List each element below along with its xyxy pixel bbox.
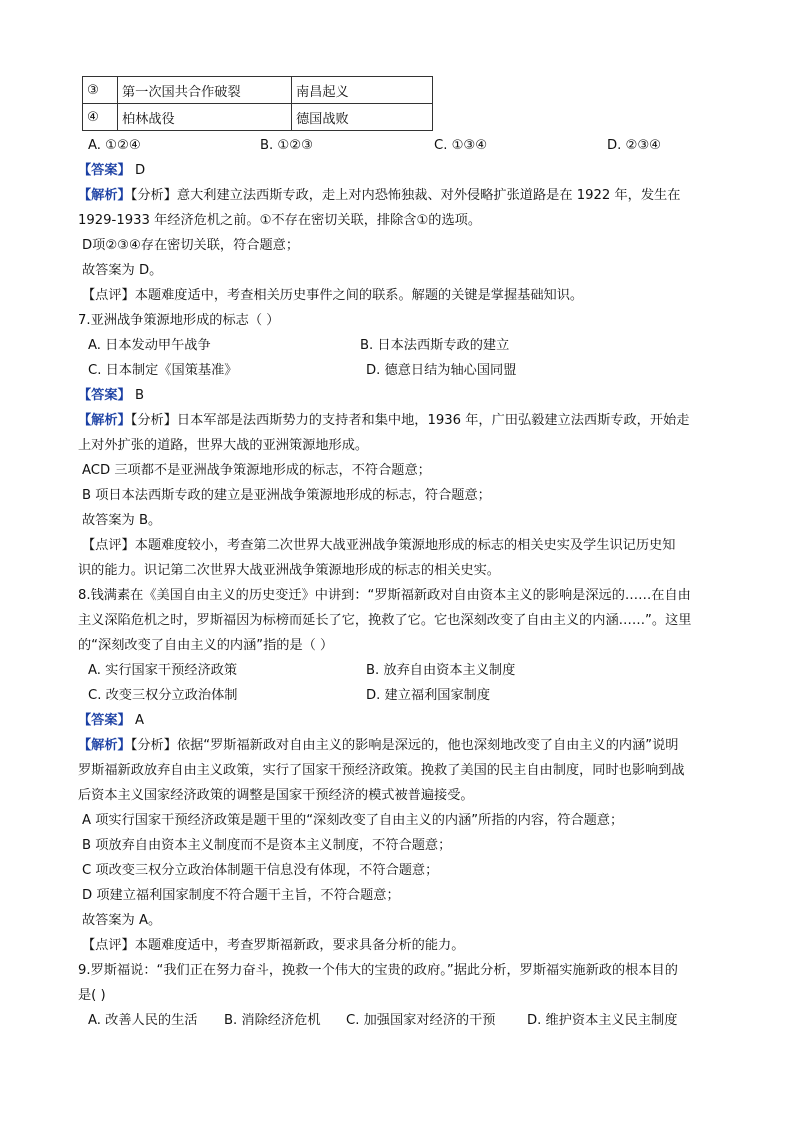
q7-analysis-line: 上对外扩张的道路，世界大战的亚洲策源地形成。 (78, 438, 369, 453)
q8-stem-line: 的“深刻改变了自由主义的内涵”指的是（ ） (78, 638, 334, 653)
q6-option-a: A. ①②④ (88, 138, 141, 153)
q8-option-c: C. 改变三权分立政治体制 (88, 688, 238, 703)
q8-analysis-line: D 项建立福利国家制度不符合题干主旨，不符合题意； (82, 888, 400, 903)
q8-analysis-line: 罗斯福新政放弃自由主义政策，实行了国家干预经济政策。挽救了美国的民主自由制度，同时也影响到战 (78, 763, 685, 778)
q8-analysis-line: 后资本主义国家经济政策的调整是国家干预经济的模式被普遍接受。 (78, 788, 474, 803)
q8-option-b: B. 放弃自由资本主义制度 (366, 663, 516, 678)
analysis-tag: 【解析】 (78, 413, 131, 428)
q7-analysis-line: B 项日本法西斯专政的建立是亚洲战争策源地形成的标志，符合题意； (82, 488, 491, 503)
q8-analysis-line: 【解析】【分析】依据“罗斯福新政对自由主义的影响是深远的，他也深刻地改变了自由主义的内涵”说明 (78, 738, 679, 753)
q6-analysis-line: D项②③④存在密切关联，符合题意； (82, 238, 300, 253)
q8-analysis-line: B 项放弃自由资本主义制度而不是资本主义制度，不符合题意； (82, 838, 452, 853)
q7-comment-line: 【点评】本题难度较小，考查第二次世界大战亚洲战争策源地形成的标志的相关史实及学生识记历史知 (82, 538, 676, 553)
q6-option-d: D. ②③④ (607, 138, 662, 153)
q7-answer (78, 387, 144, 405)
q7-analysis-line: 【解析】【分析】日本军部是法西斯势力的支持者和集中地，1936 年，广田弘毅建立法西斯专政，开始走 (78, 413, 690, 428)
q6-analysis-line: 【解析】【分析】意大利建立法西斯专政，走上对内恐怖独裁、对外侵略扩张道路是在 1922 年，发生在 (78, 188, 681, 203)
q6-option-c: C. ①③④ (434, 138, 488, 153)
q6-option-b: B. ①②③ (260, 138, 313, 153)
q7-option-b: B. 日本法西斯专政的建立 (360, 338, 510, 353)
q8-analysis-line: A 项实行国家干预经济政策是题干里的“深刻改变了自由主义的内涵”所指的内容，符合题意； (82, 813, 624, 828)
table-cell: 柏林战役 (118, 104, 292, 131)
q7-comment-line: 识的能力。识记第二次世界大战亚洲战争策源地形成的标志的相关史实。 (78, 563, 500, 578)
table-cell: ④ (83, 104, 118, 131)
q8-stem-line: 8.钱满素在《美国自由主义的历史变迁》中讲到：“罗斯福新政对自由资本主义的影响是深远的……在自由 (78, 588, 691, 603)
table-cell: ③ (83, 77, 118, 104)
table-row (83, 77, 433, 104)
event-pairs-table (82, 76, 433, 131)
table-cell: 德国战败 (292, 104, 433, 131)
q8-answer (78, 712, 144, 730)
q6-analysis-line: 故答案为 D。 (82, 263, 163, 278)
analysis-tag: 【解析】 (78, 738, 131, 753)
table-row (83, 104, 433, 131)
q6-answer (78, 162, 145, 180)
q7-option-c: C. 日本制定《国策基准》 (88, 363, 238, 378)
answer-value: A (134, 713, 144, 728)
q7-option-a: A. 日本发动甲午战争 (88, 338, 211, 353)
q8-option-a: A. 实行国家干预经济政策 (88, 663, 238, 678)
answer-value: B (134, 388, 145, 403)
answer-tag: 【答案】 (78, 163, 131, 178)
answer-tag: 【答案】 (78, 388, 131, 403)
q8-analysis-line: 故答案为 A。 (82, 913, 162, 928)
q9-stem-line: 9.罗斯福说：“我们正在努力奋斗，挽救一个伟大的宝贵的政府。”据此分析，罗斯福实施新政的根本目的 (78, 963, 678, 978)
q8-option-d: D. 建立福利国家制度 (366, 688, 491, 703)
q7-option-d: D. 德意日结为轴心国同盟 (366, 363, 517, 378)
q9-option-c: C. 加强国家对经济的干预 (346, 1013, 496, 1028)
analysis-tag: 【解析】 (78, 188, 131, 203)
q9-option-d: D. 维护资本主义民主制度 (527, 1013, 678, 1028)
q6-analysis-line: 1929-1933 年经济危机之前。①不存在密切关联，排除含①的选项。 (78, 213, 482, 228)
table-cell: 第一次国共合作破裂 (118, 77, 292, 104)
q8-comment: 【点评】本题难度适中，考查罗斯福新政，要求具备分析的能力。 (82, 938, 465, 953)
q8-stem-line: 主义深陷危机之时，罗斯福因为标榜而延长了它，挽救了它。它也深刻改变了自由主义的内涵……”。这里 (78, 613, 692, 628)
answer-value: D (134, 163, 146, 178)
q9-option-a: A. 改善人民的生活 (88, 1013, 198, 1028)
q9-stem-line: 是( ) (78, 988, 106, 1003)
q8-analysis-line: C 项改变三权分立政治体制题干信息没有体现，不符合题意； (82, 863, 439, 878)
q7-analysis-line: ACD 三项都不是亚洲战争策源地形成的标志，不符合题意； (82, 463, 431, 478)
answer-tag: 【答案】 (78, 713, 131, 728)
q7-analysis-line: 故答案为 B。 (82, 513, 162, 528)
q9-option-b: B. 消除经济危机 (224, 1013, 321, 1028)
table-cell: 南昌起义 (292, 77, 433, 104)
q6-comment: 【点评】本题难度适中，考查相关历史事件之间的联系。解题的关键是掌握基础知识。 (82, 288, 584, 303)
q7-stem: 7.亚洲战争策源地形成的标志（ ） (78, 313, 280, 328)
